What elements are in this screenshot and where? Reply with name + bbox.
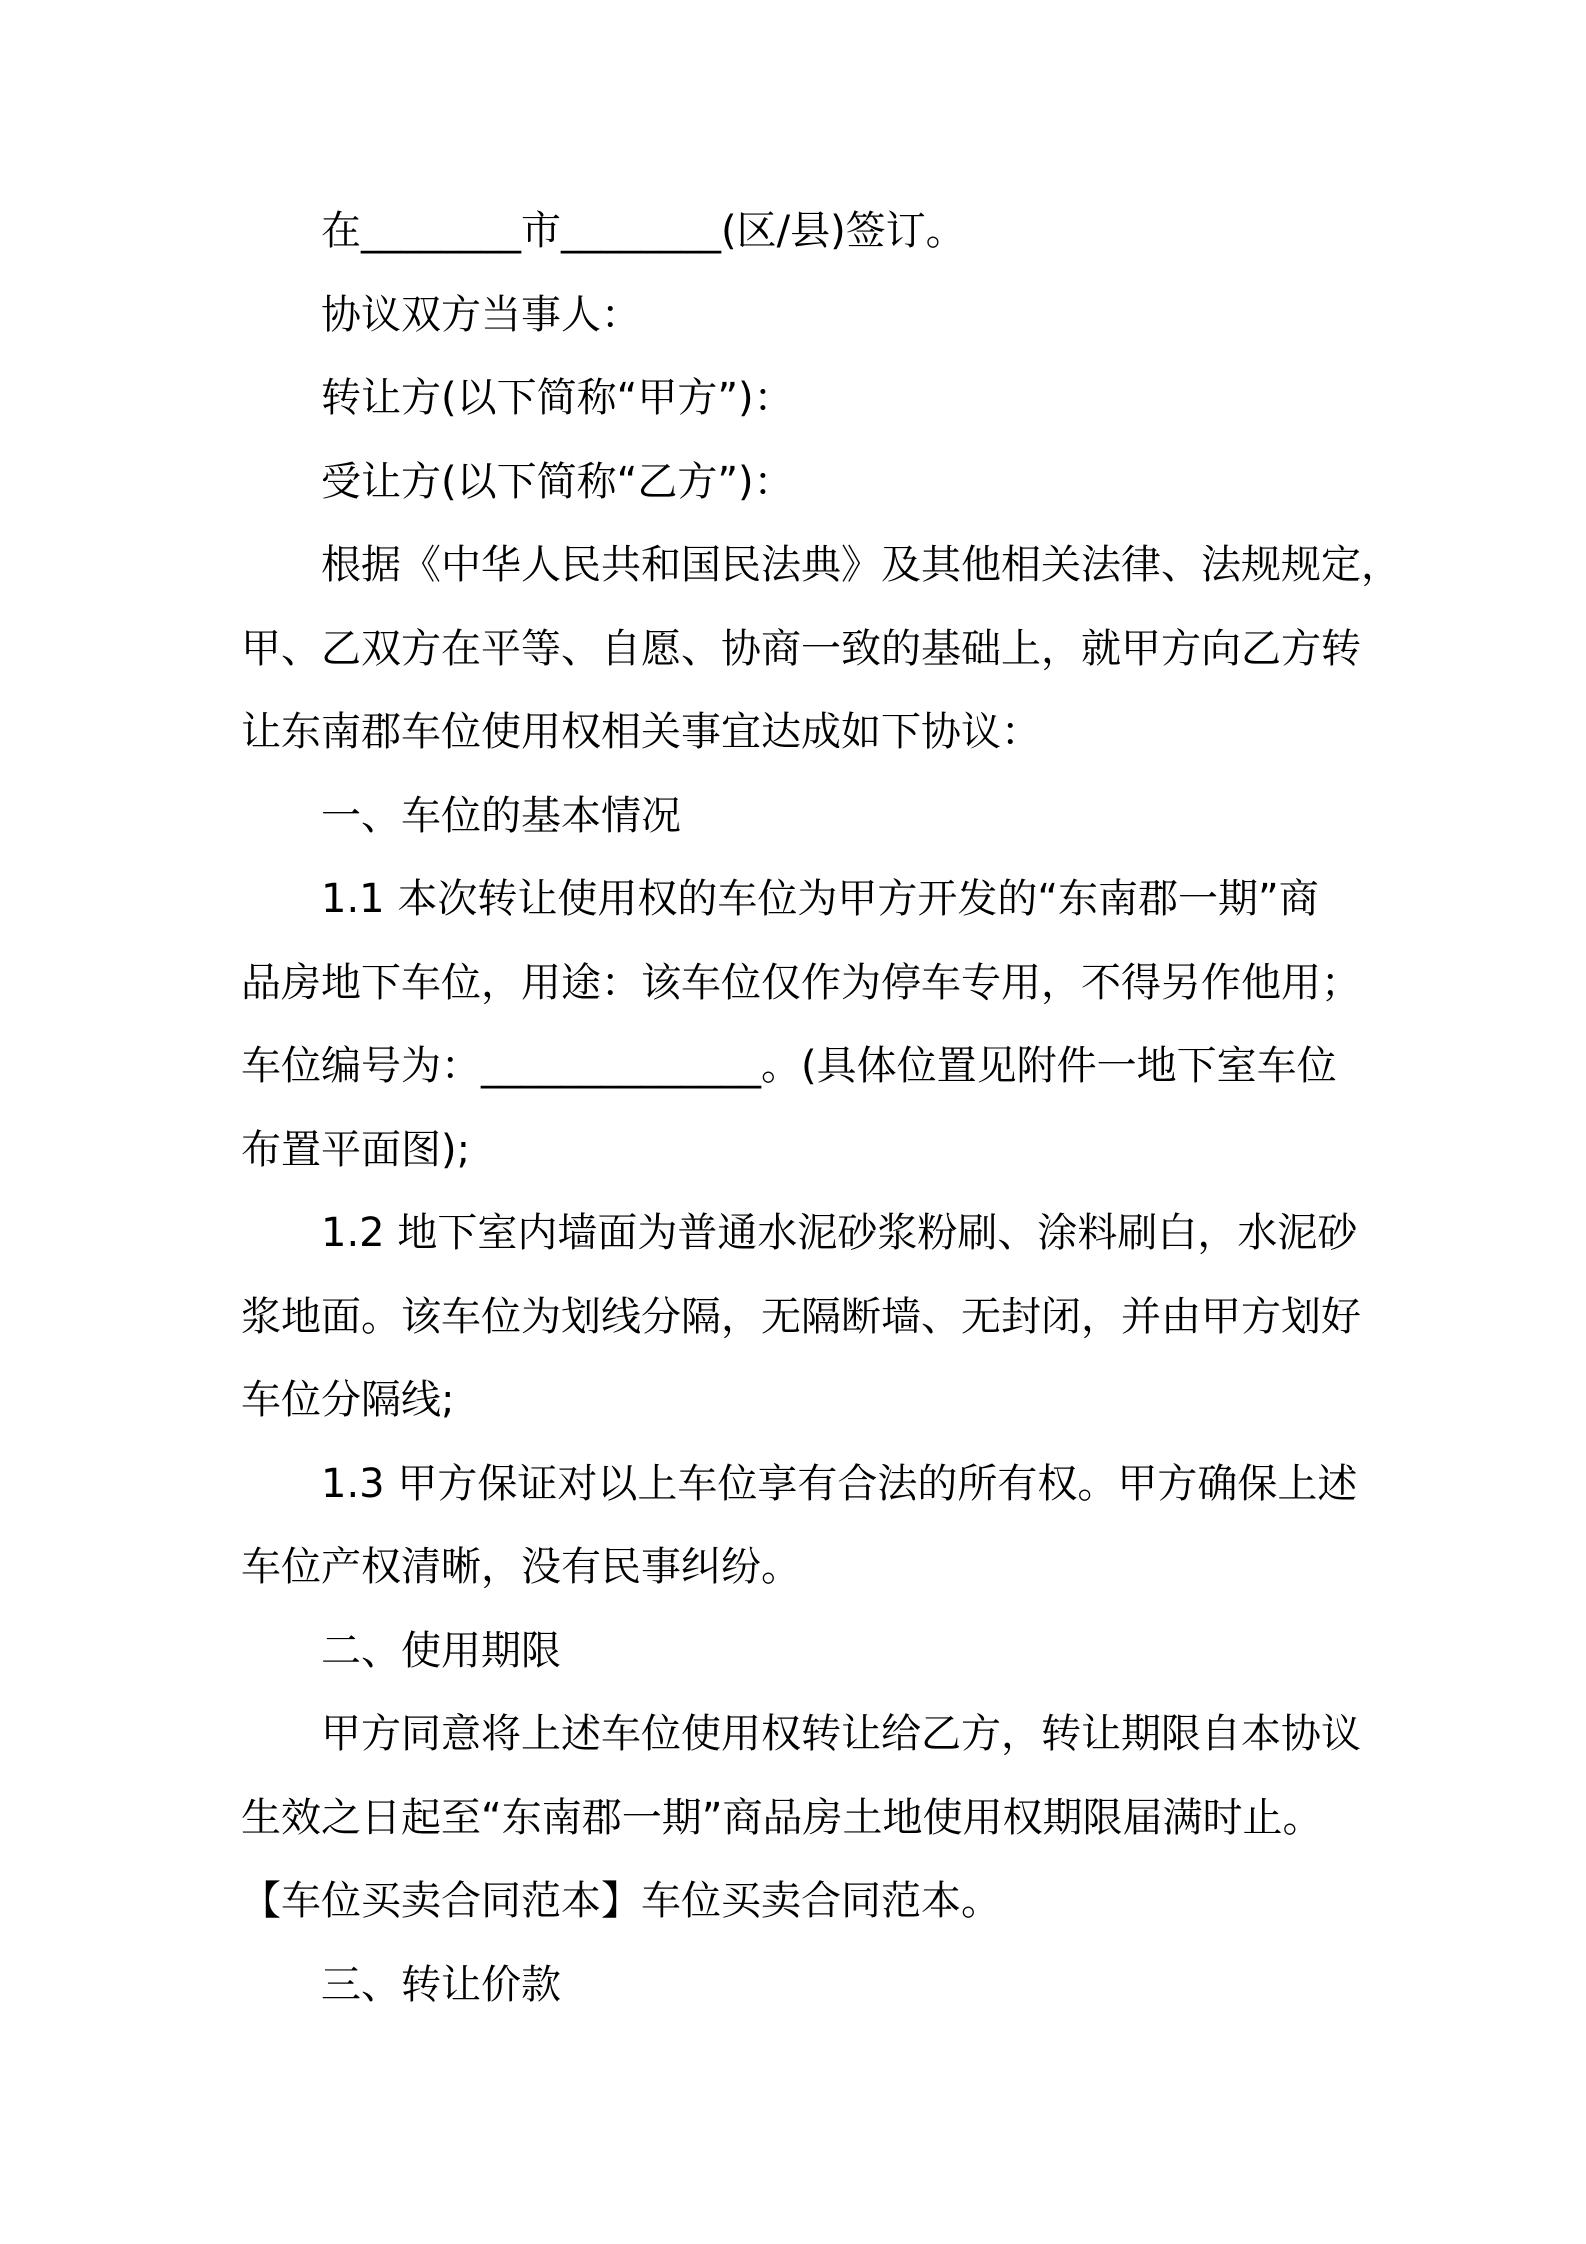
clause-1-1-line-3: 车位编号为：______________。(具体位置见附件一地下室车位 [241,1043,1337,1089]
template-title-line: 【车位买卖合同范本】车位买卖合同范本。 [241,1878,1001,1924]
clause-1-3-line-1: 1.3 甲方保证对以上车位享有合法的所有权。甲方确保上述 [321,1460,1358,1507]
preamble-line-1: 根据《中华人民共和国民法典》及其他相关法律、法规规定， [321,542,1401,588]
clause-1-2-line-2: 浆地面。该车位为划线分隔，无隔断墙、无封闭，并由甲方划好 [241,1293,1361,1340]
document-body [241,190,1401,2027]
section-heading-price: 三、转让价款 [321,1961,561,2008]
clause-1-3-line-2: 车位产权清晰，没有民事纠纷。 [241,1544,801,1590]
preamble-line-2: 甲、乙双方在平等、自愿、协商一致的基础上，就甲方向乙方转 [241,625,1361,672]
parties-heading: 协议双方当事人： [321,291,641,338]
term-line-2: 生效之日起至“东南郡一期”商品房土地使用权期限届满时止。 [241,1794,1323,1841]
clause-1-2-line-1: 1.2 地下室内墙面为普通水泥砂浆粉刷、涂料刷白，水泥砂 [321,1210,1358,1256]
transferee-line: 受让方(以下简称“乙方”)： [321,458,794,505]
term-line-1: 甲方同意将上述车位使用权转让给乙方，转让期限自本协议 [321,1711,1361,1757]
preamble-line-3: 让东南郡车位使用权相关事宜达成如下协议： [241,709,1041,755]
transferor-line: 转让方(以下简称“甲方”)： [321,375,794,421]
signing-place-line: 在________市________(区/县)签订。 [321,208,966,254]
section-heading-term: 二、使用期限 [321,1627,561,1674]
clause-1-2-line-3: 车位分隔线; [241,1377,455,1423]
section-heading-basic-info: 一、车位的基本情况 [321,792,681,839]
clause-1-1-line-1: 1.1 本次转让使用权的车位为甲方开发的“东南郡一期”商 [321,876,1319,922]
clause-1-1-line-2: 品房地下车位，用途：该车位仅作为停车专用，不得另作他用； [241,959,1361,1006]
clause-1-1-line-4: 布置平面图); [241,1126,471,1173]
